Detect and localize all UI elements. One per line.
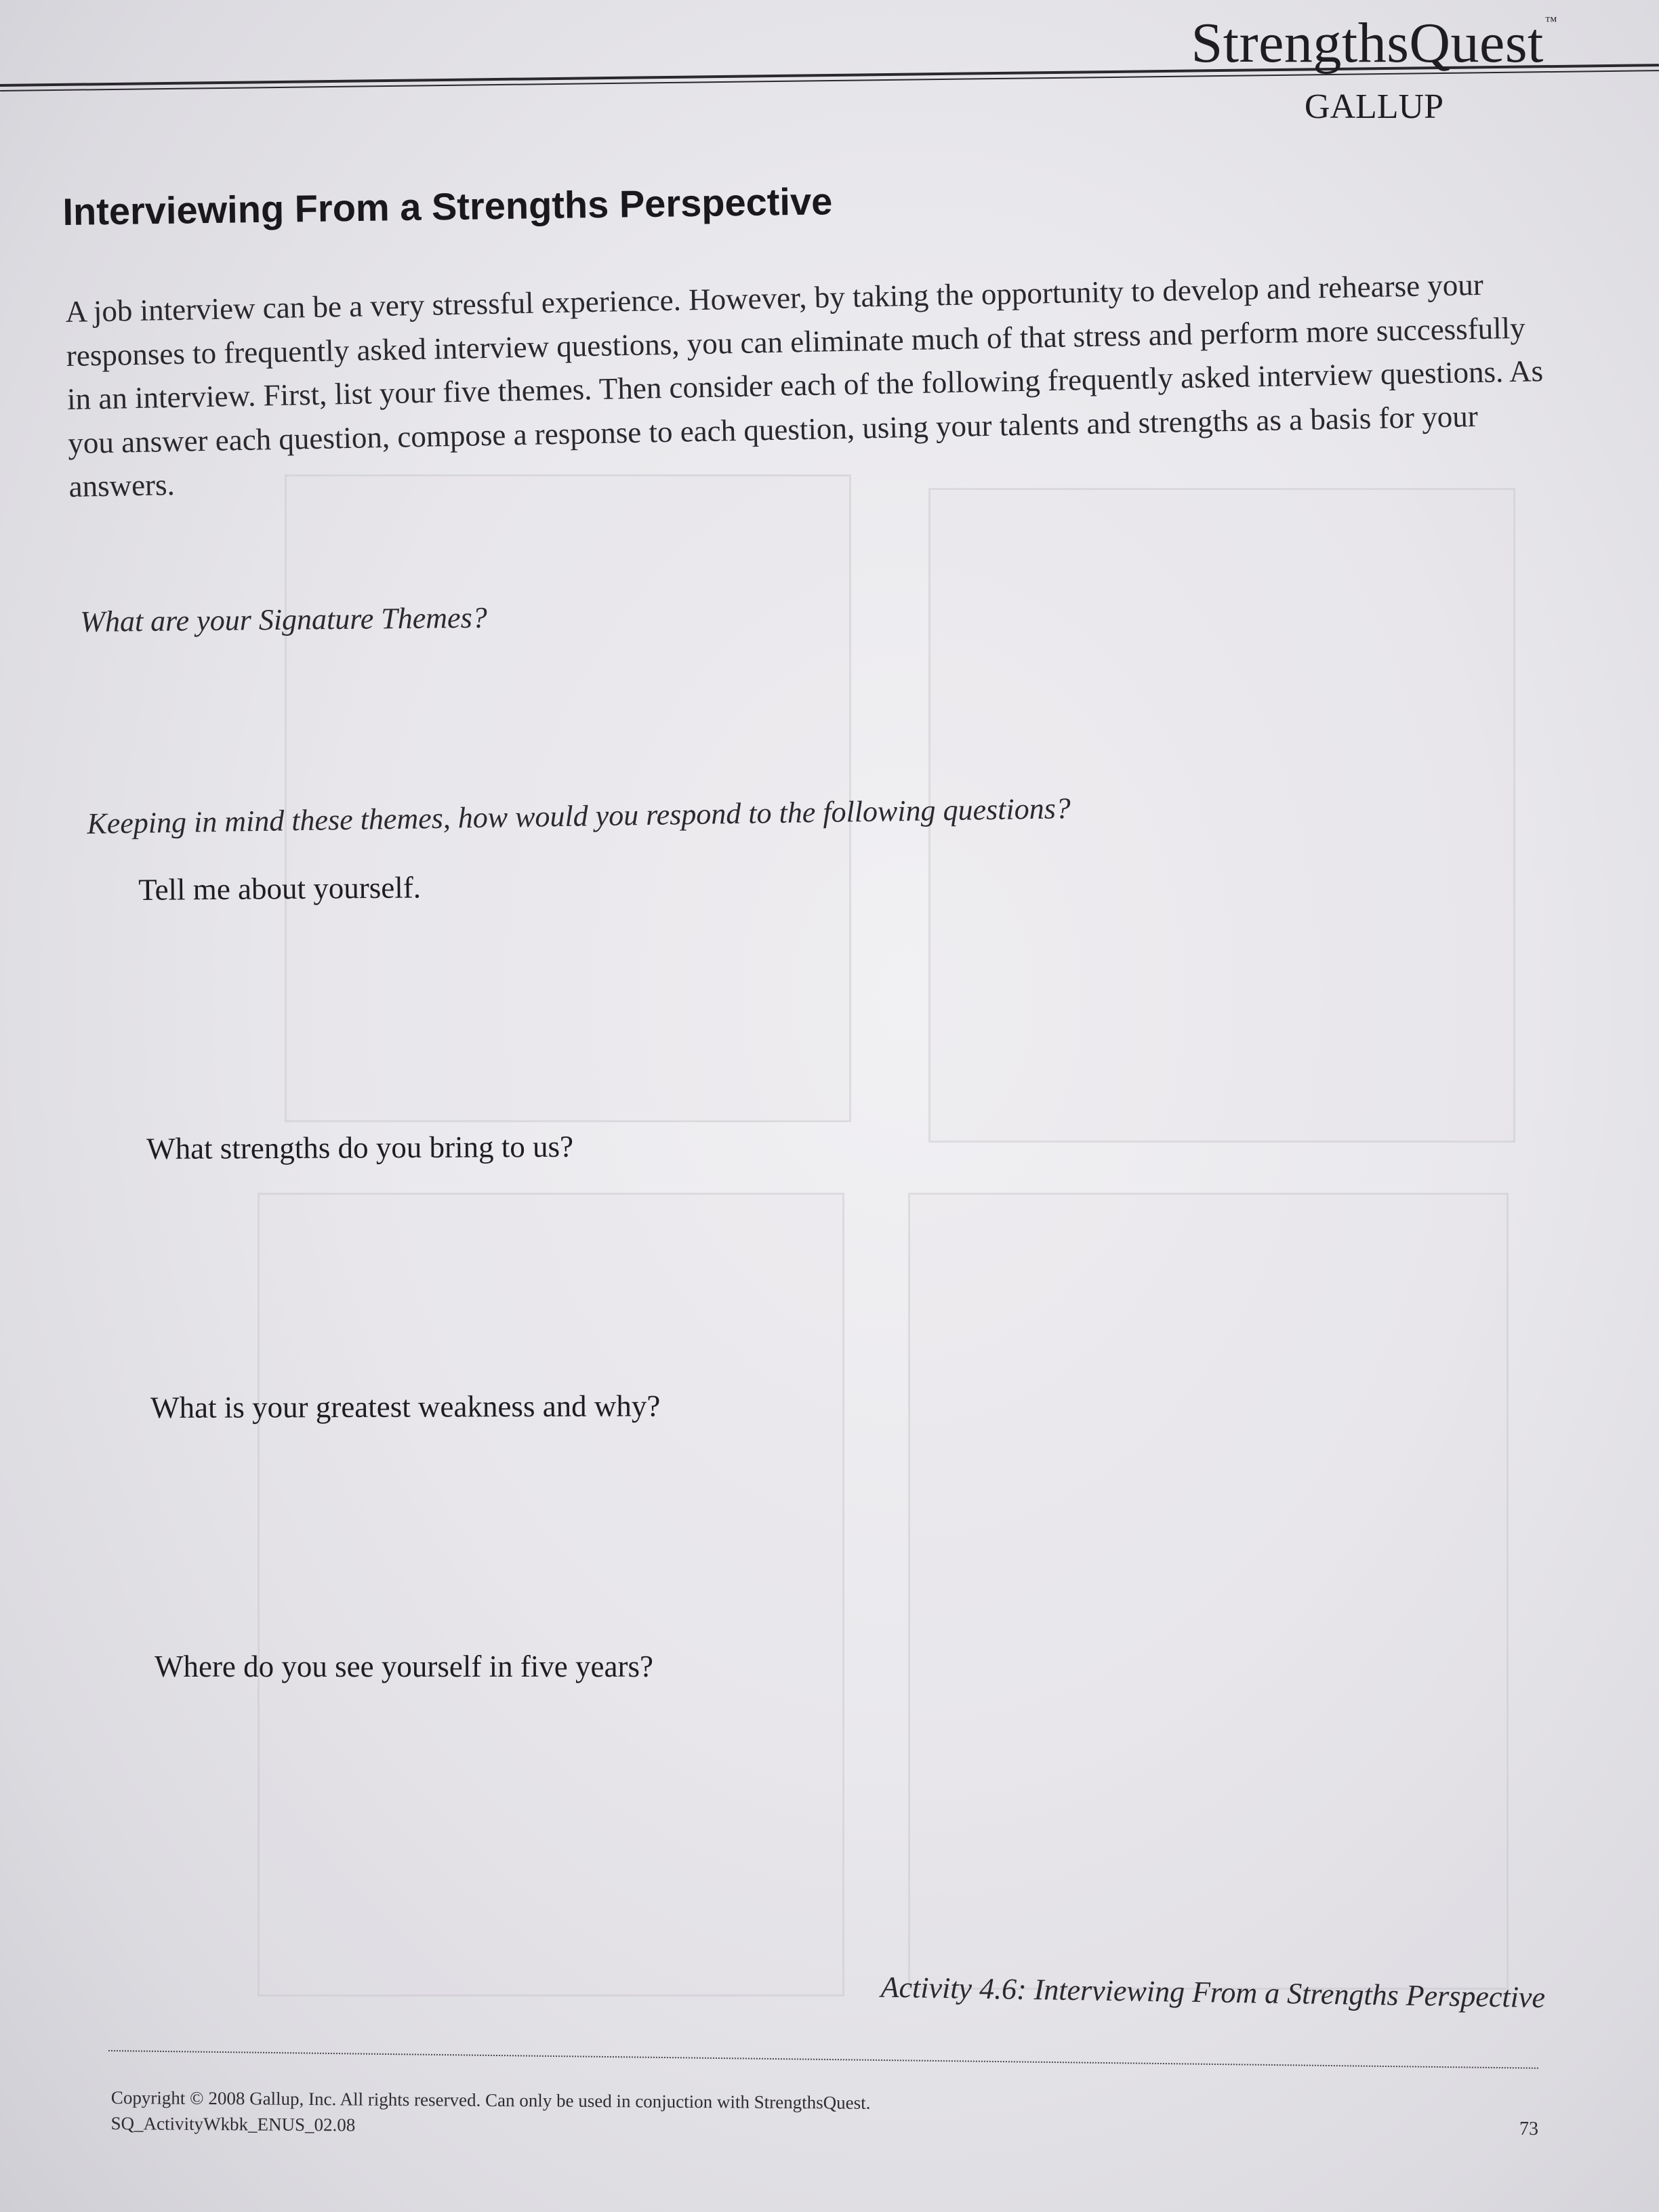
copyright-block — [110, 2085, 870, 2142]
respond-prompt: Keeping in mind these themes, how would you respond to the following questions? — [87, 792, 1071, 840]
page-number: 73 — [1519, 2118, 1538, 2139]
question-greatest-weakness: What is your greatest weakness and why? — [150, 1389, 661, 1425]
question-strengths: What strengths do you bring to us? — [146, 1129, 574, 1166]
intro-paragraph: A job interview can be a very stressful experience. However, by taking the opportunity to develop and rehearse your responses to frequently asked interview questions, you can eliminate much of that stress and perform more successfully in an interview. First, list your five themes. Then consider each of the following frequently asked interview questions. As you answer each question, compose a response to each question, using your talents and strengths as a basis for your answers. — [65, 267, 1544, 504]
signature-themes-prompt: What are your Signature Themes? — [80, 600, 487, 638]
brand-name: StrengthsQuest — [1191, 12, 1544, 75]
question-tell-me-about-yourself: Tell me about yourself. — [138, 870, 422, 907]
brand-logo — [1191, 12, 1557, 75]
publisher-logo: GALLUP — [1304, 87, 1443, 126]
question-five-years: Where do you see yourself in five years? — [155, 1650, 653, 1683]
copyright-text: Copyright © 2008 Gallup, Inc. All rights reserved. Can only be used in conjuction with StrengthsQuest. — [110, 2087, 871, 2113]
activity-caption: Activity 4.6: Interviewing From a Strengths Perspective — [880, 1970, 1545, 2014]
document-code: SQ_ActivityWkbk_ENUS_02.08 — [110, 2112, 356, 2135]
trademark-mark: ™ — [1544, 14, 1557, 28]
bleed-through-box — [908, 1193, 1509, 1990]
bleed-through-box — [258, 1193, 844, 1996]
page-title: Interviewing From a Strengths Perspective — [62, 180, 833, 233]
footer-rule — [108, 2050, 1538, 2069]
